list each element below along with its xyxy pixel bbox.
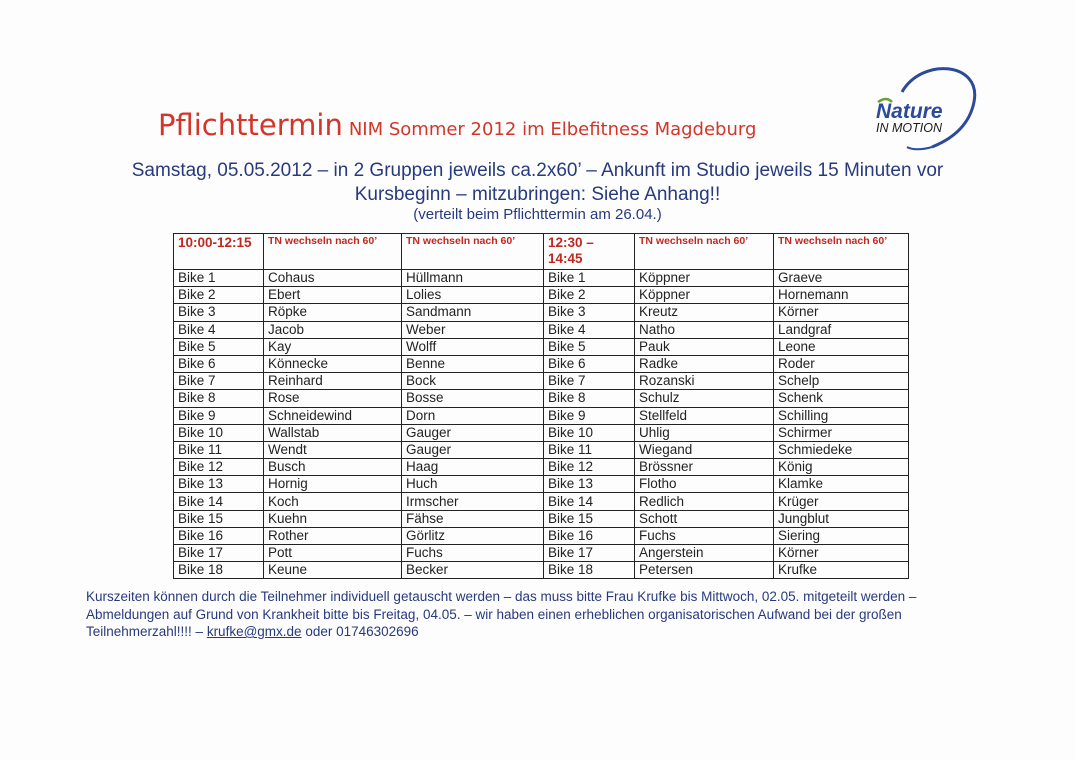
table-cell: Bike 4 bbox=[544, 321, 635, 338]
title-main: Pflichttermin bbox=[158, 108, 343, 142]
table-cell: Bike 14 bbox=[174, 493, 264, 510]
table-cell: Brössner bbox=[635, 459, 774, 476]
footer-line2: Abmeldungen auf Grund von Krankheit bitte bis Freitag, 04.05. – wir haben einen erheblichen organisatorischen Aufwand bei der großen bbox=[86, 606, 902, 622]
table-row bbox=[174, 424, 909, 441]
page-title bbox=[158, 108, 756, 142]
table-cell: Hüllmann bbox=[402, 270, 544, 287]
table-cell: Röpke bbox=[264, 304, 402, 321]
table-cell: Bike 18 bbox=[544, 562, 635, 579]
table-cell: Bike 16 bbox=[174, 527, 264, 544]
table-cell: Bike 7 bbox=[544, 373, 635, 390]
logo-line1: Nature bbox=[876, 100, 943, 123]
table-row bbox=[174, 562, 909, 579]
table-cell: Bike 2 bbox=[174, 287, 264, 304]
table-cell: Görlitz bbox=[402, 527, 544, 544]
table-cell: Busch bbox=[264, 459, 402, 476]
table-cell: Schmiedeke bbox=[774, 441, 909, 458]
table-row bbox=[174, 338, 909, 355]
table-cell: Körner bbox=[774, 304, 909, 321]
table-cell: Keune bbox=[264, 562, 402, 579]
table-cell: Bike 18 bbox=[174, 562, 264, 579]
table-cell: Krüger bbox=[774, 493, 909, 510]
table-cell: Hornig bbox=[264, 476, 402, 493]
table-cell: Siering bbox=[774, 527, 909, 544]
table-cell: Angerstein bbox=[635, 545, 774, 562]
table-cell: Huch bbox=[402, 476, 544, 493]
table-cell: Haag bbox=[402, 459, 544, 476]
header-group2-col1: TN wechseln nach 60’ bbox=[635, 234, 774, 270]
subtitle-line1: Samstag, 05.05.2012 – in 2 Gruppen jeweils ca.2x60’ – Ankunft im Studio jeweils 15 Minuten vor bbox=[131, 160, 944, 181]
table-row bbox=[174, 476, 909, 493]
footer-line3 bbox=[86, 623, 986, 641]
table-cell: Hornemann bbox=[774, 287, 909, 304]
table-cell: Graeve bbox=[774, 270, 909, 287]
table-row bbox=[174, 459, 909, 476]
title-rest: NIM Sommer 2012 im Elbefitness Magdeburg bbox=[348, 119, 757, 140]
table-cell: Bike 9 bbox=[174, 407, 264, 424]
table-cell: Bike 13 bbox=[544, 476, 635, 493]
subtitle-line2: Kursbeginn – mitzubringen: Siehe Anhang!! bbox=[354, 184, 721, 205]
table-cell: Bike 9 bbox=[544, 407, 635, 424]
schedule-table bbox=[173, 233, 909, 579]
table-cell: Dorn bbox=[402, 407, 544, 424]
table-cell: Wendt bbox=[264, 441, 402, 458]
nature-in-motion-logo bbox=[862, 62, 982, 157]
table-cell: Schott bbox=[635, 510, 774, 527]
table-row bbox=[174, 407, 909, 424]
table-cell: Bike 11 bbox=[544, 441, 635, 458]
table-row bbox=[174, 390, 909, 407]
table-cell: Pauk bbox=[635, 338, 774, 355]
table-row bbox=[174, 373, 909, 390]
footer-line1: Kurszeiten können durch die Teilnehmer individuell getauscht werden – das muss bitte Frau Krufke bis Mittwoch, 02.05. mitgeteilt werden – bbox=[86, 589, 917, 604]
table-cell: Koch bbox=[264, 493, 402, 510]
table-cell: Köppner bbox=[635, 270, 774, 287]
table-cell: Flotho bbox=[635, 476, 774, 493]
table-cell: Schilling bbox=[774, 407, 909, 424]
table-cell: Bike 5 bbox=[544, 338, 635, 355]
table-cell: Becker bbox=[402, 562, 544, 579]
table-cell: Bike 14 bbox=[544, 493, 635, 510]
table-cell: Fähse bbox=[402, 510, 544, 527]
table-cell: Schelp bbox=[774, 373, 909, 390]
table-cell: Leone bbox=[774, 338, 909, 355]
table-cell: Bosse bbox=[402, 390, 544, 407]
table-cell: Bike 11 bbox=[174, 441, 264, 458]
header-group1-col1: TN wechseln nach 60’ bbox=[264, 234, 402, 270]
table-cell: Körner bbox=[774, 545, 909, 562]
table-cell: Bock bbox=[402, 373, 544, 390]
table-cell: Roder bbox=[774, 355, 909, 372]
logo-line2: IN MOTION bbox=[876, 121, 942, 135]
table-cell: Schenk bbox=[774, 390, 909, 407]
footer-line3-prefix: Teilnehmerzahl!!!! – bbox=[86, 624, 207, 639]
table-cell: Bike 16 bbox=[544, 527, 635, 544]
table-cell: Bike 3 bbox=[544, 304, 635, 321]
table-cell: Rozanski bbox=[635, 373, 774, 390]
table-cell: Bike 12 bbox=[174, 459, 264, 476]
table-cell: Klamke bbox=[774, 476, 909, 493]
table-cell: Bike 6 bbox=[544, 355, 635, 372]
table-cell: Wolff bbox=[402, 338, 544, 355]
footer-line3-suffix: oder 01746302696 bbox=[301, 624, 419, 639]
table-cell: Fuchs bbox=[402, 545, 544, 562]
email-link[interactable]: krufke@gmx.de bbox=[206, 624, 302, 639]
table-cell: Bike 5 bbox=[174, 338, 264, 355]
table-cell: Bike 2 bbox=[544, 287, 635, 304]
table-cell: Benne bbox=[402, 355, 544, 372]
table-cell: Bike 6 bbox=[174, 355, 264, 372]
table-cell: Fuchs bbox=[635, 527, 774, 544]
table-cell: Redlich bbox=[635, 493, 774, 510]
table-cell: Radke bbox=[635, 355, 774, 372]
table-cell: Wallstab bbox=[264, 424, 402, 441]
table-cell: Rose bbox=[264, 390, 402, 407]
table-cell: Bike 10 bbox=[544, 424, 635, 441]
table-row bbox=[174, 545, 909, 562]
table-cell: Kuehn bbox=[264, 510, 402, 527]
table-cell: Lolies bbox=[402, 287, 544, 304]
table-cell: Bike 15 bbox=[544, 510, 635, 527]
footer-note bbox=[86, 588, 986, 641]
subtitle-line3: (verteilt beim Pflichttermin am 26.04.) bbox=[413, 206, 662, 223]
table-cell: Bike 13 bbox=[174, 476, 264, 493]
table-cell: Bike 8 bbox=[174, 390, 264, 407]
table-cell: Petersen bbox=[635, 562, 774, 579]
schedule-body bbox=[174, 270, 909, 579]
table-cell: Schirmer bbox=[774, 424, 909, 441]
table-cell: Schneidewind bbox=[264, 407, 402, 424]
table-cell: Bike 1 bbox=[544, 270, 635, 287]
table-row bbox=[174, 304, 909, 321]
table-cell: Bike 17 bbox=[544, 545, 635, 562]
table-cell: Bike 15 bbox=[174, 510, 264, 527]
table-cell: Stellfeld bbox=[635, 407, 774, 424]
table-row bbox=[174, 527, 909, 544]
table-cell: Krufke bbox=[774, 562, 909, 579]
table-cell: Sandmann bbox=[402, 304, 544, 321]
logo-swoosh-icon bbox=[862, 62, 982, 157]
table-cell: Weber bbox=[402, 321, 544, 338]
header-group1-col2: TN wechseln nach 60’ bbox=[402, 234, 544, 270]
table-cell: Bike 10 bbox=[174, 424, 264, 441]
table-cell: König bbox=[774, 459, 909, 476]
table-cell: Bike 8 bbox=[544, 390, 635, 407]
header-group2-time: 12:30 – 14:45 bbox=[544, 234, 635, 270]
table-row bbox=[174, 287, 909, 304]
table-cell: Rother bbox=[264, 527, 402, 544]
table-cell: Natho bbox=[635, 321, 774, 338]
table-cell: Uhlig bbox=[635, 424, 774, 441]
table-cell: Gauger bbox=[402, 424, 544, 441]
table-row bbox=[174, 355, 909, 372]
table-cell: Gauger bbox=[402, 441, 544, 458]
table-row bbox=[174, 321, 909, 338]
table-cell: Kay bbox=[264, 338, 402, 355]
table-cell: Landgraf bbox=[774, 321, 909, 338]
table-row bbox=[174, 441, 909, 458]
table-cell: Bike 12 bbox=[544, 459, 635, 476]
table-cell: Irmscher bbox=[402, 493, 544, 510]
table-cell: Schulz bbox=[635, 390, 774, 407]
table-cell: Bike 4 bbox=[174, 321, 264, 338]
table-cell: Pott bbox=[264, 545, 402, 562]
table-cell: Bike 1 bbox=[174, 270, 264, 287]
table-cell: Wiegand bbox=[635, 441, 774, 458]
table-cell: Bike 7 bbox=[174, 373, 264, 390]
table-row bbox=[174, 510, 909, 527]
header-group1-time: 10:00-12:15 bbox=[174, 234, 264, 270]
table-cell: Reinhard bbox=[264, 373, 402, 390]
table-cell: Ebert bbox=[264, 287, 402, 304]
table-row bbox=[174, 270, 909, 287]
table-cell: Köppner bbox=[635, 287, 774, 304]
table-cell: Bike 3 bbox=[174, 304, 264, 321]
table-cell: Könnecke bbox=[264, 355, 402, 372]
table-row bbox=[174, 493, 909, 510]
table-cell: Jacob bbox=[264, 321, 402, 338]
table-cell: Kreutz bbox=[635, 304, 774, 321]
table-cell: Bike 17 bbox=[174, 545, 264, 562]
table-cell: Jungblut bbox=[774, 510, 909, 527]
table-cell: Cohaus bbox=[264, 270, 402, 287]
header-group2-col2: TN wechseln nach 60’ bbox=[774, 234, 909, 270]
table-header-row bbox=[174, 234, 909, 270]
